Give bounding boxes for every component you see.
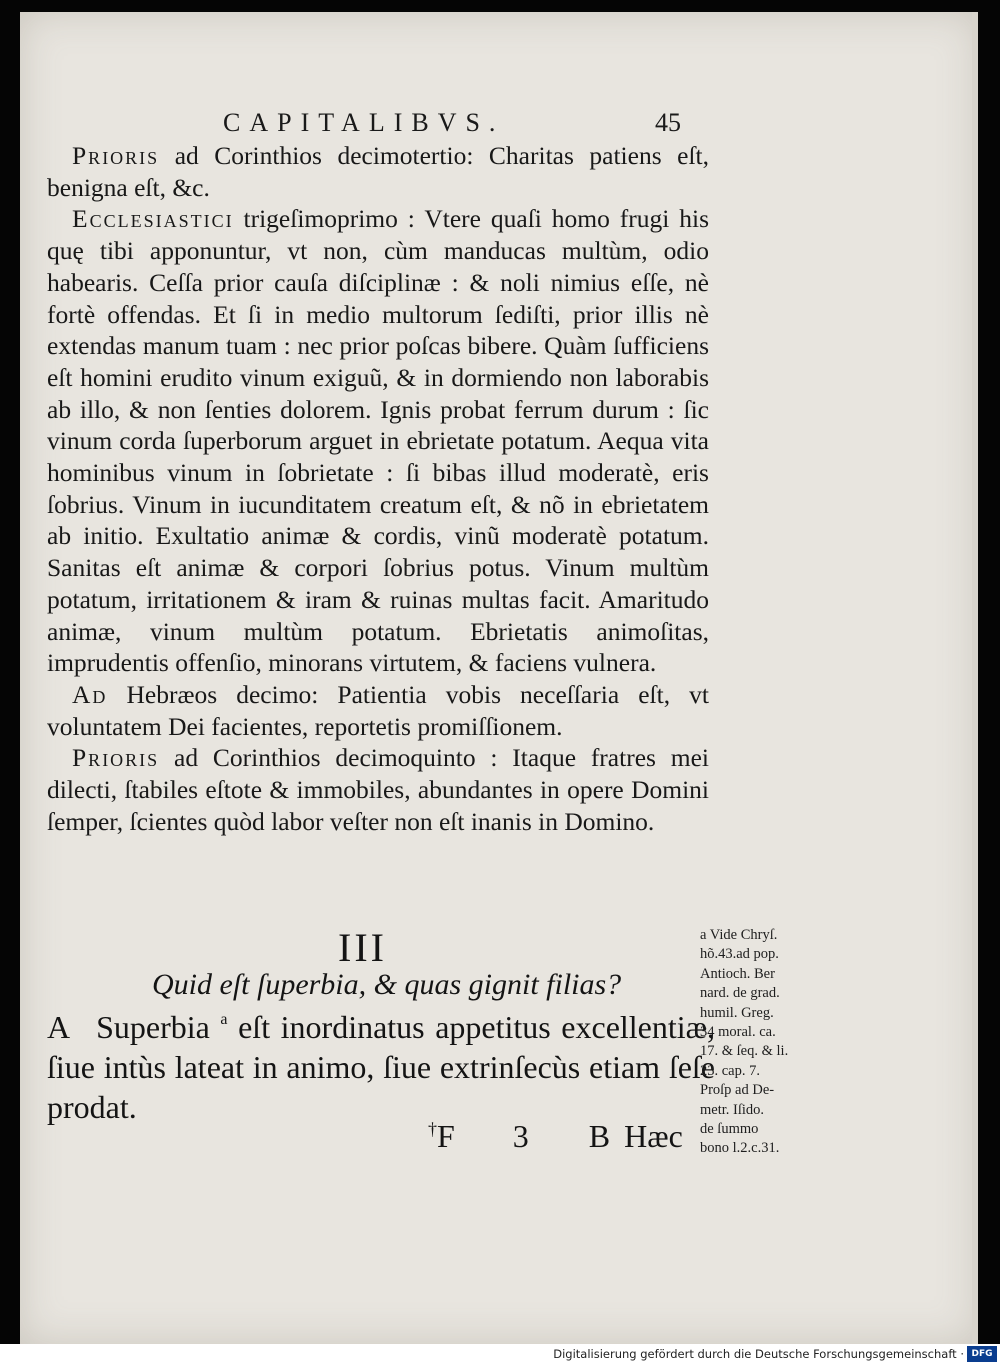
catchline	[428, 1118, 683, 1155]
paragraph-text: Hebræos decimo: Patientia vobis neceſſaria eſt, vt voluntatem Dei facientes, reportetis promiſſionem.	[47, 679, 709, 741]
page-edge	[972, 12, 978, 1344]
dfg-logo-icon: DFG	[967, 1346, 997, 1362]
margin-note-line: metr. Iſido.	[700, 1101, 765, 1118]
paragraph-text: ad Corinthios decimotertio: Charitas patiens eſt, benigna eſt, &c.	[47, 141, 709, 202]
margin-note-line: 23. cap. 7.	[700, 1062, 760, 1079]
funding-credit: Digitalisierung gefördert durch die Deutsche Forschungsgemeinschaft ·	[553, 1347, 964, 1361]
margin-note-line: Proſp ad De-	[700, 1082, 775, 1099]
paragraph-3	[47, 679, 709, 742]
running-title: CAPITALIBVS.	[223, 108, 505, 137]
margin-note-line: humil. Greg.	[700, 1004, 774, 1021]
answer-text: eſt inordinatus appetitus excellentiæ, ſiue intùs lateat in animo, ſiue extrinſecùs etiam ſeſe prodat.	[47, 1009, 715, 1125]
margin-note-line: a Vide Chryſ.	[700, 927, 778, 943]
signature-letter: F	[437, 1118, 455, 1154]
page-number: 45	[655, 108, 681, 137]
paragraph-lead: Ad	[72, 679, 108, 709]
paragraph-2	[47, 203, 709, 679]
answer-start: Superbia	[96, 1009, 210, 1045]
paragraph-1	[47, 140, 709, 203]
margin-note-line: Antioch. Ber	[700, 965, 775, 982]
margin-note-line: nard. de grad.	[700, 985, 780, 1002]
paragraph-text: trigeſimoprimo : Vtere quaſi homo frugi his quę tibi apponuntur, vt non, cùm manducas multùm, odio habearis. Ceſſa prior cauſa diſciplinæ : & noli nimius eſſe, nè fortè offendas. Et ſi in medio multorum ſediſti, prior illis nè extendas manum tuam : nec prior poſcas bibere. Quàm ſufficiens eſt homini erudito vinum exiguũ, & in dormiendo non laborabis ab illo, & non ſenties dolorem. Ignis probat ferrum durum : ſic vinum corda ſuperborum arguet in ebrietate potatum. Aequa vita hominibus vinum in ſobrietate : ſi bibas illud moderatè, eris ſobrius. Vinum in iucunditatem creatum eſt, & nõ in ebrietatem ab initio. Exultatio animæ & cordis, vinũ moderatè potatum. Sanitas eſt animæ & corpori ſobrius potus. Vinum multùm potatum, irritationem & iram & ruinas multas facit. Amaritudo animæ, vinum multùm potatum. Ebrietatis animoſitas, imprudentis offenſio, minorans virtutem, & faciens vulnera.	[47, 204, 709, 678]
section-question: Quid eſt ſuperbia, & quas gignit filias?	[152, 968, 622, 1001]
paragraph-lead: Prioris	[72, 141, 160, 170]
footnote-mark: a	[220, 1011, 228, 1028]
footer-bar	[0, 1344, 1000, 1365]
margin-note-line: bono l.2.c.31.	[700, 1140, 780, 1157]
signature-mark	[428, 1118, 455, 1155]
margin-note	[700, 926, 820, 1159]
section-answer	[47, 1000, 715, 1127]
paragraph-lead: Prioris	[72, 743, 160, 773]
dagger-mark: †	[428, 1119, 437, 1139]
margin-note-line: 34 moral. ca.	[700, 1024, 776, 1041]
paragraph-4	[47, 742, 709, 837]
signature-number: 3	[512, 1118, 529, 1154]
catch-letter: B	[588, 1118, 611, 1154]
answer-letter: A	[47, 1009, 71, 1045]
catchword: Hæc	[624, 1118, 683, 1154]
paragraph-lead: Ecclesiastici	[72, 204, 234, 234]
section-number: III	[338, 925, 387, 970]
margin-note-line: 17. & ſeq. & li.	[700, 1043, 789, 1060]
margin-note-line: de ſummo	[700, 1121, 759, 1138]
paragraph-text: ad Corinthios decimoquinto : Itaque fratres mei dilecti, ſtabiles eſtote & immobiles, abundantes in opere Domini ſemper, ſcientes quòd labor veſter non eſt inanis in Domino.	[47, 743, 709, 836]
margin-note-line: hõ.43.ad pop.	[700, 946, 779, 963]
body-text	[47, 140, 709, 837]
